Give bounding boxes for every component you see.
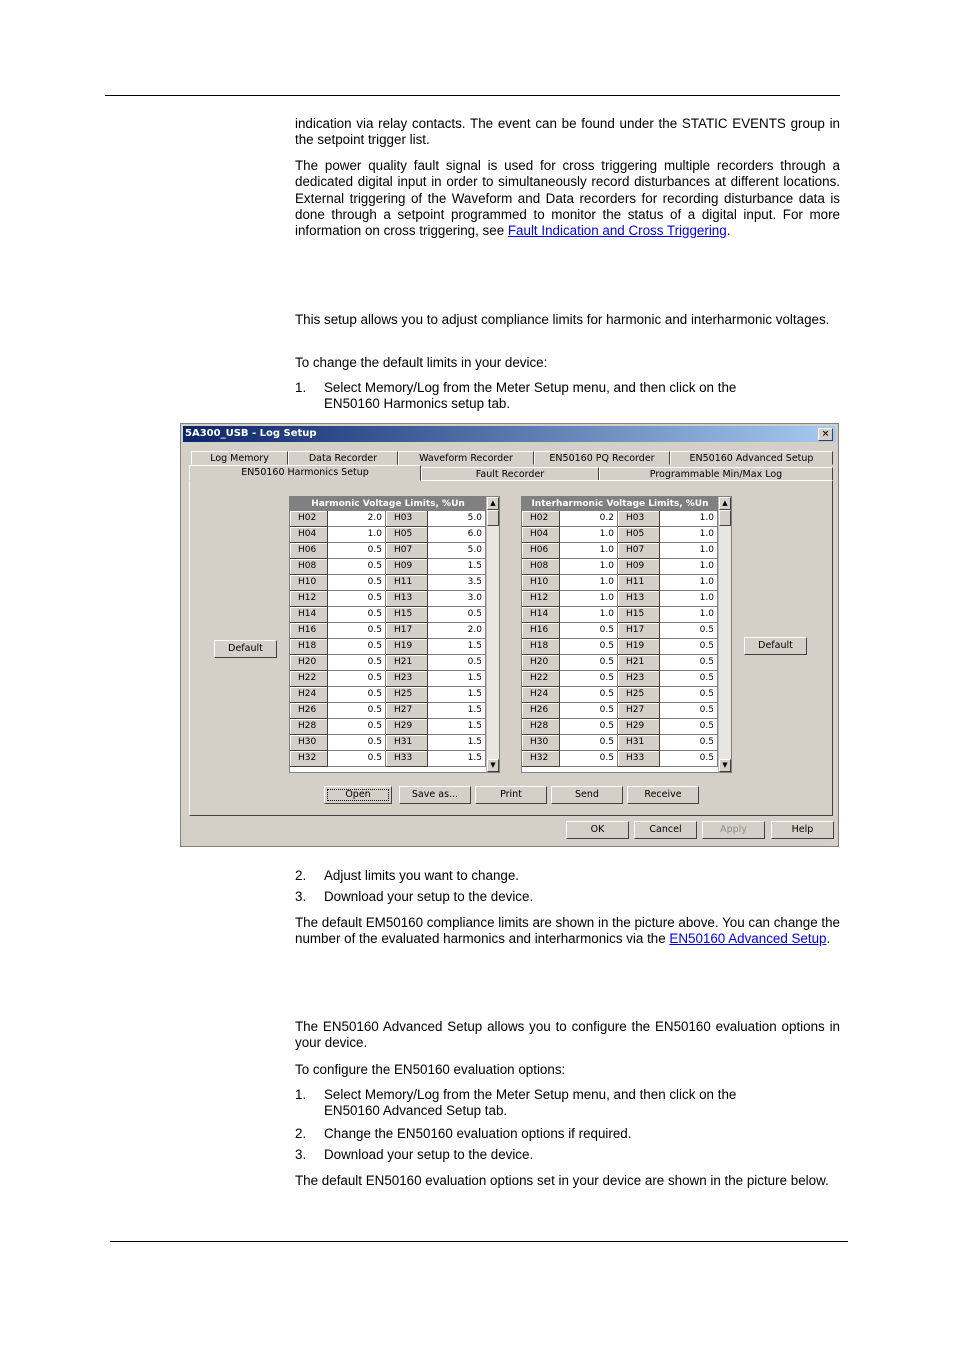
limit-value-cell[interactable]: 1.5	[428, 735, 486, 751]
scroll-down-icon[interactable]: ▼	[487, 759, 499, 772]
paragraph-text: The default EM50160 compliance limits are shown in the picture above. You can change the number of the evaluated harmonics and interharmonics via the	[295, 915, 840, 947]
paragraph-configure-options: To configure the EN50160 evaluation options:	[295, 1062, 566, 1077]
scroll-down-icon[interactable]: ▼	[719, 759, 731, 772]
table-row	[290, 639, 486, 655]
tab-log-memory[interactable]: Log Memory	[191, 451, 288, 465]
harmonic-label-cell: H33	[618, 751, 660, 767]
limit-value-cell[interactable]: 3.0	[428, 591, 486, 607]
harmonic-label-cell: H17	[386, 623, 428, 639]
limit-value-cell[interactable]: 0.5	[660, 751, 718, 767]
harmonic-label-cell: H16	[290, 623, 328, 639]
paragraph-end: .	[726, 223, 731, 239]
paragraph-relay: indication via relay contacts. The event can be found under the STATIC EVENTS group in the setpoint trigger list.	[295, 116, 840, 148]
list-number: 2.	[295, 1126, 307, 1141]
limit-value-cell[interactable]: 0.5	[328, 671, 386, 687]
harmonic-label-cell: H22	[522, 671, 560, 687]
table-row	[290, 591, 486, 607]
harmonic-label-cell: H10	[522, 575, 560, 591]
harmonic-label-cell: H13	[386, 591, 428, 607]
paragraph-change-defaults: To change the default limits in your device:	[295, 355, 548, 370]
harmonic-label-cell: H08	[522, 559, 560, 575]
harmonic-label-cell: H28	[522, 719, 560, 735]
tab-en50160-harmonics-setup[interactable]: EN50160 Harmonics Setup	[189, 465, 421, 481]
tab-data-recorder[interactable]: Data Recorder	[288, 451, 398, 465]
harmonic-label-cell: H26	[290, 703, 328, 719]
harmonic-label-cell: H27	[618, 703, 660, 719]
default-button-left[interactable]: Default	[214, 640, 277, 658]
list-number: 3.	[295, 889, 307, 904]
footer-rule	[110, 1241, 848, 1242]
limit-value-cell[interactable]: 1.5	[428, 639, 486, 655]
limit-value-cell[interactable]: 1.5	[428, 687, 486, 703]
harmonic-label-cell: H20	[290, 655, 328, 671]
limit-value-cell[interactable]: 1.5	[428, 703, 486, 719]
harmonic-label-cell: H30	[522, 735, 560, 751]
limit-value-cell[interactable]: 0.5	[660, 639, 718, 655]
limit-value-cell[interactable]: 0.5	[560, 623, 618, 639]
limit-value-cell[interactable]: 2.0	[328, 511, 386, 527]
table-row	[522, 527, 718, 543]
tab-programmable-min-max-log[interactable]: Programmable Min/Max Log	[599, 467, 833, 481]
table-row	[522, 543, 718, 559]
tab-en50160-pq-recorder[interactable]: EN50160 PQ Recorder	[534, 451, 670, 465]
send-button[interactable]: Send	[551, 786, 623, 804]
limit-value-cell[interactable]: 0.5	[328, 703, 386, 719]
harmonic-label-cell: H13	[618, 591, 660, 607]
limit-value-cell[interactable]: 0.2	[560, 511, 618, 527]
list-number: 1.	[295, 1087, 307, 1102]
table-row	[522, 671, 718, 687]
harmonic-label-cell: H21	[618, 655, 660, 671]
open-button[interactable]: Open	[324, 786, 392, 804]
harmonic-label-cell: H03	[618, 511, 660, 527]
tab-en50160-advanced-setup[interactable]: EN50160 Advanced Setup	[670, 451, 833, 465]
table-row	[522, 511, 718, 527]
harmonic-label-cell: H19	[618, 639, 660, 655]
harmonic-label-cell: H32	[522, 751, 560, 767]
limit-value-cell[interactable]: 0.5	[560, 703, 618, 719]
interharmonic-limits-grid	[521, 496, 732, 773]
limit-value-cell[interactable]: 0.5	[660, 687, 718, 703]
table-row	[522, 719, 718, 735]
harmonic-label-cell: H14	[290, 607, 328, 623]
fault-indication-link[interactable]: Fault Indication and Cross Triggering	[507, 223, 727, 239]
table-row	[290, 655, 486, 671]
save-as-button[interactable]: Save as...	[399, 786, 471, 804]
harmonic-label-cell: H31	[386, 735, 428, 751]
limit-value-cell[interactable]: 0.5	[560, 751, 618, 767]
list-number: 2.	[295, 868, 307, 883]
paragraph-default-limits	[295, 915, 840, 948]
table-row	[290, 703, 486, 719]
limit-value-cell[interactable]: 0.5	[660, 719, 718, 735]
table-row	[522, 735, 718, 751]
paragraph-harmonics-intro: This setup allows you to adjust compliance limits for harmonic and interharmonic voltages.	[295, 312, 830, 327]
table-row	[522, 575, 718, 591]
dialog-titlebar	[183, 426, 836, 442]
table-row	[290, 735, 486, 751]
harmonic-label-cell: H09	[618, 559, 660, 575]
list-text: Select Memory/Log from the Meter Setup menu, and then click on the EN50160 Harmonics setup tab.	[324, 380, 737, 412]
paragraph-default-options: The default EN50160 evaluation options set in your device are shown in the picture below.	[295, 1173, 829, 1188]
log-setup-dialog	[180, 423, 839, 847]
limit-value-cell[interactable]: 0.5	[328, 751, 386, 767]
harmonic-label-cell: H18	[522, 639, 560, 655]
header-rule	[105, 95, 840, 96]
limit-value-cell[interactable]: 1.0	[560, 591, 618, 607]
harmonic-label-cell: H31	[618, 735, 660, 751]
harmonic-label-cell: H17	[618, 623, 660, 639]
paragraph-cross-triggering	[295, 158, 840, 239]
limit-value-cell[interactable]: 1.0	[560, 559, 618, 575]
harmonic-label-cell: H20	[522, 655, 560, 671]
limit-value-cell[interactable]: 6.0	[428, 527, 486, 543]
scroll-up-icon[interactable]: ▲	[719, 497, 731, 510]
limit-value-cell[interactable]: 0.5	[328, 735, 386, 751]
limit-value-cell[interactable]: 0.5	[560, 655, 618, 671]
harmonic-limits-grid	[289, 496, 500, 773]
limit-value-cell[interactable]: 1.0	[660, 591, 718, 607]
table-row	[522, 703, 718, 719]
limit-value-cell[interactable]: 0.5	[328, 719, 386, 735]
table-row	[290, 671, 486, 687]
table-row	[290, 511, 486, 527]
limit-value-cell[interactable]: 1.0	[328, 527, 386, 543]
limit-value-cell[interactable]: 1.0	[660, 607, 718, 623]
receive-button[interactable]: Receive	[627, 786, 699, 804]
limit-value-cell[interactable]: 1.0	[660, 543, 718, 559]
paragraph-end: .	[826, 931, 831, 947]
limit-value-cell[interactable]: 1.5	[428, 719, 486, 735]
harmonic-label-cell: H09	[386, 559, 428, 575]
limit-value-cell[interactable]: 0.5	[428, 607, 486, 623]
apply-button[interactable]: Apply	[702, 821, 765, 839]
harmonic-label-cell: H30	[290, 735, 328, 751]
harmonic-label-cell: H12	[290, 591, 328, 607]
harmonic-label-cell: H06	[522, 543, 560, 559]
list-text: Download your setup to the device.	[324, 1147, 534, 1162]
harmonic-label-cell: H25	[618, 687, 660, 703]
harmonic-label-cell: H12	[522, 591, 560, 607]
limit-value-cell[interactable]: 1.0	[660, 511, 718, 527]
tab-panel	[189, 480, 833, 816]
harmonic-label-cell: H05	[386, 527, 428, 543]
table-row	[522, 607, 718, 623]
harmonic-label-cell: H06	[290, 543, 328, 559]
table-row	[522, 655, 718, 671]
print-button[interactable]: Print	[475, 786, 547, 804]
harmonic-label-cell: H10	[290, 575, 328, 591]
limit-value-cell[interactable]: 0.5	[660, 655, 718, 671]
harmonic-label-cell: H22	[290, 671, 328, 687]
harmonic-label-cell: H21	[386, 655, 428, 671]
table-row	[522, 623, 718, 639]
limit-value-cell[interactable]: 0.5	[660, 735, 718, 751]
grid-title: Harmonic Voltage Limits, %Un	[290, 497, 486, 511]
limit-value-cell[interactable]: 2.0	[428, 623, 486, 639]
limit-value-cell[interactable]: 1.5	[428, 671, 486, 687]
table-row	[522, 639, 718, 655]
limit-value-cell[interactable]: 1.5	[428, 751, 486, 767]
table-row	[290, 559, 486, 575]
limit-value-cell[interactable]: 0.5	[328, 687, 386, 703]
table-row	[290, 607, 486, 623]
limit-value-cell[interactable]: 0.5	[328, 623, 386, 639]
limit-value-cell[interactable]: 0.5	[660, 703, 718, 719]
tab-fault-recorder[interactable]: Fault Recorder	[421, 467, 599, 481]
table-row	[522, 687, 718, 703]
en50160-advanced-setup-link[interactable]: EN50160 Advanced Setup	[669, 931, 827, 947]
harmonic-label-cell: H11	[618, 575, 660, 591]
list-number: 1.	[295, 380, 307, 395]
scrollbar[interactable]	[718, 497, 731, 772]
harmonic-label-cell: H23	[618, 671, 660, 687]
harmonic-label-cell: H29	[618, 719, 660, 735]
harmonic-label-cell: H27	[386, 703, 428, 719]
close-icon[interactable]: ×	[818, 428, 833, 441]
limit-value-cell[interactable]: 0.5	[328, 639, 386, 655]
harmonic-label-cell: H24	[522, 687, 560, 703]
harmonic-label-cell: H08	[290, 559, 328, 575]
limit-value-cell[interactable]: 5.0	[428, 511, 486, 527]
harmonic-label-cell: H14	[522, 607, 560, 623]
table-row	[290, 575, 486, 591]
limit-value-cell[interactable]: 1.0	[560, 527, 618, 543]
list-text: Select Memory/Log from the Meter Setup menu, and then click on the EN50160 Advanced Setup tab.	[324, 1087, 737, 1119]
limit-value-cell[interactable]: 0.5	[560, 719, 618, 735]
grid-title: Interharmonic Voltage Limits, %Un	[522, 497, 718, 511]
harmonic-label-cell: H29	[386, 719, 428, 735]
default-button-right[interactable]: Default	[744, 637, 807, 655]
limit-value-cell[interactable]: 0.5	[328, 559, 386, 575]
limit-value-cell[interactable]: 0.5	[560, 687, 618, 703]
tab-waveform-recorder[interactable]: Waveform Recorder	[398, 451, 534, 465]
harmonic-label-cell: H15	[618, 607, 660, 623]
harmonic-label-cell: H32	[290, 751, 328, 767]
list-number: 3.	[295, 1147, 307, 1162]
harmonic-label-cell: H02	[522, 511, 560, 527]
table-row	[290, 687, 486, 703]
harmonic-label-cell: H26	[522, 703, 560, 719]
list-text: Change the EN50160 evaluation options if required.	[324, 1126, 632, 1141]
limit-value-cell[interactable]: 0.5	[428, 655, 486, 671]
table-row	[290, 751, 486, 767]
limit-value-cell[interactable]: 0.5	[328, 575, 386, 591]
limit-value-cell[interactable]: 5.0	[428, 543, 486, 559]
scroll-thumb[interactable]	[487, 510, 499, 526]
limit-value-cell[interactable]: 0.5	[328, 607, 386, 623]
scroll-up-icon[interactable]: ▲	[487, 497, 499, 510]
harmonic-label-cell: H05	[618, 527, 660, 543]
limit-value-cell[interactable]: 1.0	[660, 527, 718, 543]
table-row	[522, 559, 718, 575]
harmonic-label-cell: H07	[618, 543, 660, 559]
table-row	[290, 623, 486, 639]
table-row	[290, 543, 486, 559]
harmonic-label-cell: H25	[386, 687, 428, 703]
harmonic-label-cell: H04	[522, 527, 560, 543]
paragraph-text: The power quality fault signal is used for cross triggering multiple recorders through a dedicated digital input in order to simultaneously record disturbances at different locations. External triggering of the Waveform and Data recorders for recording disturbance data is done through a setpoint programmed to monitor the status of a digital input. For more information on cross triggering, see	[295, 158, 840, 239]
limit-value-cell[interactable]: 0.5	[328, 543, 386, 559]
limit-value-cell[interactable]: 0.5	[560, 639, 618, 655]
table-row	[290, 527, 486, 543]
table-row	[522, 751, 718, 767]
harmonic-label-cell: H02	[290, 511, 328, 527]
limit-value-cell[interactable]: 0.5	[328, 655, 386, 671]
limit-value-cell[interactable]: 1.0	[660, 575, 718, 591]
table-row	[522, 591, 718, 607]
dialog-title: 5A300_USB - Log Setup	[185, 428, 317, 439]
limit-value-cell[interactable]: 1.0	[560, 543, 618, 559]
harmonic-label-cell: H04	[290, 527, 328, 543]
ok-button[interactable]: OK	[566, 821, 629, 839]
cancel-button[interactable]: Cancel	[634, 821, 697, 839]
harmonic-label-cell: H23	[386, 671, 428, 687]
limit-value-cell[interactable]: 1.0	[560, 575, 618, 591]
limit-value-cell[interactable]: 1.0	[560, 607, 618, 623]
harmonic-label-cell: H19	[386, 639, 428, 655]
scrollbar[interactable]	[486, 497, 499, 772]
help-button[interactable]: Help	[771, 821, 834, 839]
limit-value-cell[interactable]: 0.5	[660, 623, 718, 639]
harmonic-label-cell: H33	[386, 751, 428, 767]
list-text: Adjust limits you want to change.	[324, 868, 520, 883]
list-text: Download your setup to the device.	[324, 889, 534, 904]
limit-value-cell[interactable]: 0.5	[560, 735, 618, 751]
harmonic-label-cell: H18	[290, 639, 328, 655]
scroll-thumb[interactable]	[719, 510, 731, 526]
limit-value-cell[interactable]: 0.5	[660, 671, 718, 687]
harmonic-label-cell: H16	[522, 623, 560, 639]
limit-value-cell[interactable]: 3.5	[428, 575, 486, 591]
harmonic-label-cell: H28	[290, 719, 328, 735]
limit-value-cell[interactable]: 1.0	[660, 559, 718, 575]
limit-value-cell[interactable]: 0.5	[328, 591, 386, 607]
limit-value-cell[interactable]: 1.5	[428, 559, 486, 575]
paragraph-advanced-intro: The EN50160 Advanced Setup allows you to configure the EN50160 evaluation options in your device.	[295, 1019, 840, 1051]
table-row	[290, 719, 486, 735]
harmonic-label-cell: H15	[386, 607, 428, 623]
harmonic-label-cell: H11	[386, 575, 428, 591]
harmonic-label-cell: H24	[290, 687, 328, 703]
limit-value-cell[interactable]: 0.5	[560, 671, 618, 687]
harmonic-label-cell: H07	[386, 543, 428, 559]
harmonic-label-cell: H03	[386, 511, 428, 527]
